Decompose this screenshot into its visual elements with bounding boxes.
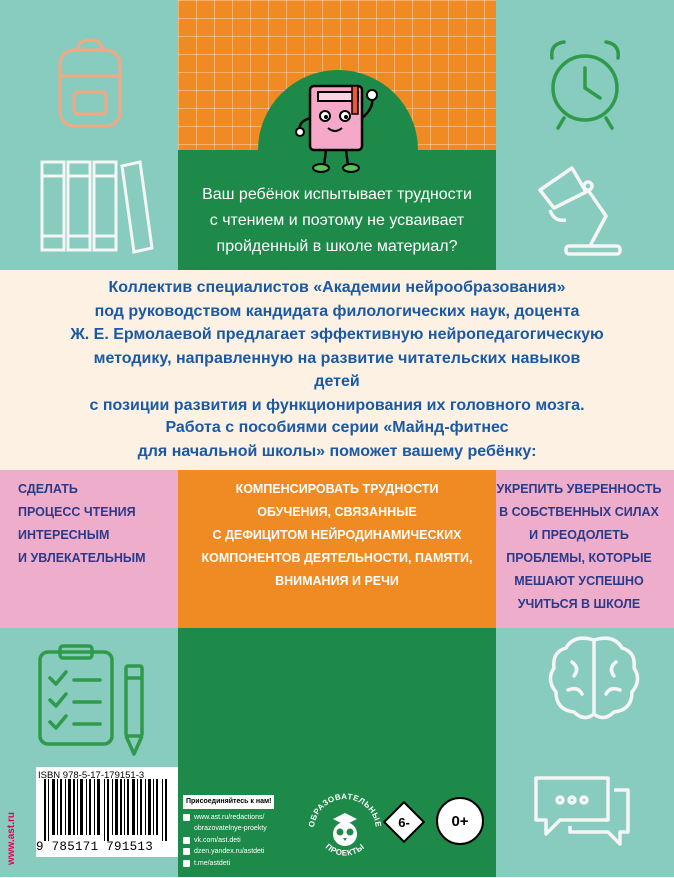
backpack-icon [48,36,132,132]
social-link-telegram[interactable]: t.me/astdeti [183,858,311,870]
web-icon [183,814,190,821]
question-text: Ваш ребёнок испытывает трудности с чтением и поэтому не усваивает пройденный в школе материал? [202,186,472,255]
pencil-icon [122,660,146,760]
social-heading: Присоединяйтесь к нам! [183,795,274,809]
age-rating-6-badge [382,800,426,844]
svg-text:6-: 6- [398,815,410,830]
desk-lamp-icon [530,150,640,260]
benefit-compensate-difficulties: КОМПЕНСИРОВАТЬ ТРУДНОСТИ ОБУЧЕНИЯ, СВЯЗАННЫЕ С ДЕФИЦИТОМ НЕЙРОДИНАМИЧЕСКИХ КОМПОНЕНТОВ ДЕЯТЕЛЬНОСТИ, ПАМЯТИ, ВНИМАНИЯ И РЕЧИ [201,482,473,588]
barcode-icon [36,779,178,845]
brain-icon [544,630,644,726]
series-paragraph: Работа с пособиями серии «Майнд-фитнес для начальной школы» поможет вашему ребёнку: [137,419,537,460]
intro-paragraph: Коллектив специалистов «Академии нейрообразования» под руководством кандидата филологических наук, доцента Ж. Е. Ермолаевой предлагает эффективную нейропедагогическую методику, направленную на развитие читательских навыков детей с позиции развития и функционирования их головного мозга. [70,279,604,414]
social-link-vk[interactable]: vk.com/ast.deti [183,835,311,847]
book-mascot-icon [288,78,388,178]
books-icon [36,156,156,256]
social-link-site-cont[interactable]: obrazovatelnye-proekty [194,825,267,832]
social-link-site[interactable]: www.ast.ru/redactions/ [183,812,311,824]
social-link-dzen[interactable]: dzen.yandex.ru/astdeti [183,846,311,858]
seal-top-text: ОБРАЗОВАТЕЛЬНЫЕ [307,791,383,828]
seal-bottom-text: ПРОЕКТЫ [323,841,367,858]
dzen-icon [183,848,190,855]
publisher-url[interactable]: www.ast.ru [6,812,17,865]
telegram-icon [183,860,190,867]
benefit-reading-interest: СДЕЛАТЬ ПРОЦЕСС ЧТЕНИЯ ИНТЕРЕСНЫМ И УВЛЕКАТЕЛЬНЫМ [18,482,146,565]
alarm-clock-icon [540,36,630,132]
owl-icon [333,813,357,846]
chat-bubble-icon [530,770,634,850]
benefit-confidence: УКРЕПИТЬ УВЕРЕННОСТЬ В СОБСТВЕННЫХ СИЛАХ И ПРЕОДОЛЕТЬ ПРОБЛЕМЫ, КОТОРЫЕ МЕШАЮТ УСПЕШНО УЧИТЬСЯ В ШКОЛЕ [496,482,662,611]
social-links [183,795,311,869]
age-rating-0-badge: 0+ [436,797,484,845]
isbn-text: ISBN 978-5-17-179151-3 [38,770,145,781]
vk-icon [183,837,190,844]
barcode-digits: 9 785171 791513 [36,840,154,854]
checklist-icon [36,642,116,748]
edu-projects-seal [302,787,388,873]
